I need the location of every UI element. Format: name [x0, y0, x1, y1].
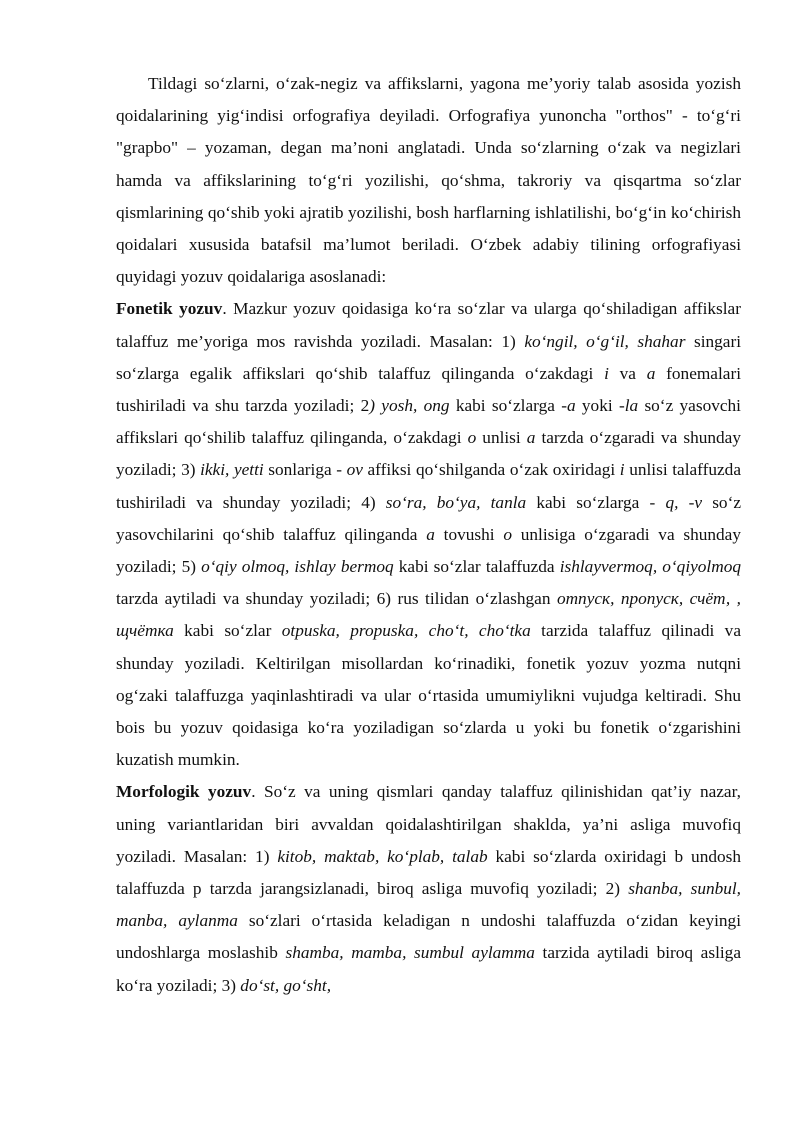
italic-example: so‘ra, bo‘ya, tanla [385, 492, 527, 512]
italic-example: a [526, 428, 536, 448]
italic-example: o [503, 524, 512, 544]
text-run: singari so‘zlarga egalik affikslari qo‘shib talaffuz qilinganda o‘zakdagi [116, 331, 741, 383]
text-run: so‘z yasovchilarini qo‘shib talaffuz qilinganda [116, 492, 741, 544]
bold-heading: Fonetik yozuv [116, 299, 223, 319]
text-run: Tildagi so‘zlarni, o‘zak-negiz va affikslarni, yagona me’yoriy talab asosida yozish qoidalarining yig‘indisi orfografiya deyiladi. Orfografiya yunoncha "orthos" - to‘g‘ri "grapbo" – yozaman, degan ma’noni anglatadi. Unda so‘zlarning o‘zak va negizlari hamda va affikslarining to‘g‘ri yozilishi, qo‘shma, takroriy va qisqartma so‘zlar qismlarining qo‘shib yoki ajratib yozilishi, bosh harflarning ishlatilishi, bo‘g‘in ko‘chirish qoidalari xususida batafsil ma’lumot beriladi. O‘zbek adabiy tilining orfografiyasi quyidagi yozuv qoidalariga asoslanadi: [116, 74, 741, 287]
text-run: unlisi talaffuzda tushiriladi va shunday yoziladi; 4) [116, 460, 741, 512]
italic-example: i [619, 460, 625, 480]
text-run: so‘z yasovchi affikslari qo‘shilib talaffuz qilinganda, o‘zakdagi [116, 396, 741, 448]
text-run: kabi so‘zlarga [449, 396, 562, 416]
italic-example: ishlayvermoq, o‘qiyolmoq [559, 557, 741, 577]
paragraph-3 [116, 776, 741, 1001]
italic-example: kitob, maktab, ko‘plab, talab [277, 846, 488, 866]
text-run: . Mazkur yozuv qoidasiga ko‘ra so‘zlar va ularga qo‘shiladigan affikslar talaffuz me’yoriga mos ravishda yoziladi. Masalan: 1) [116, 299, 741, 351]
paragraph-1 [116, 68, 741, 293]
italic-example: shamba, mamba, sumbul aylamma [285, 943, 535, 963]
italic-example: a [426, 524, 435, 544]
text-run: so‘zlari o‘rtasida keladigan n undoshi talaffuzda o‘zidan keyingi undoshlarga moslashib [116, 911, 741, 963]
bold-heading: Morfologik yozuv [116, 782, 252, 802]
italic-example: ikki, yetti [200, 460, 264, 480]
text-run: va [608, 363, 647, 383]
text-run: kabi so‘zlar [173, 621, 282, 641]
text-run: tarzda o‘zgaradi va shunday yoziladi; 3) [116, 428, 741, 480]
italic-example: -a [561, 396, 576, 416]
text-run: tarzda aytiladi va shunday yoziladi; 6) rus tilidan o‘zlashgan [116, 589, 557, 609]
italic-example: o [467, 428, 477, 448]
italic-example: shanba, sunbul, manba, aylanma [116, 879, 742, 931]
text-run: unlisiga o‘zgaradi va shunday yoziladi; 5) [116, 524, 741, 577]
paragraph-2 [116, 293, 741, 776]
text-run: kabi so‘zlarda oxiridagi b undosh talaffuzda p tarzda jarangsizlanadi, biroq asliga muvofiq yoziladi; 2) [116, 846, 741, 899]
italic-example: ko‘ngil, o‘g‘il, shahar [524, 331, 686, 351]
italic-example: i [604, 363, 609, 383]
text-run: tarzida talaffuz qilinadi va shunday yoziladi. Keltirilgan misollardan ko‘rinadiki, fonetik yozuv yozma nutqni og‘zaki talaffuzga yaqinlashtiradi va ular o‘rtasida umumiylikni vujudga keltiradi. Shu bois bu yozuv qoidasiga ko‘ra yoziladigan so‘zlarda u yoki bu fonetik o‘zgarishini kuzatish mumkin. [116, 621, 741, 770]
text-run: tovushi [434, 524, 504, 544]
text-run: tarzida aytiladi biroq asliga ko‘ra yoziladi; 3) [116, 943, 741, 995]
italic-example: ov [346, 460, 363, 480]
italic-example: do‘st, go‘sht, [240, 975, 332, 995]
text-run: kabi so‘zlar talaffuzda [393, 557, 560, 577]
text-run: kabi so‘zlarga - [526, 492, 666, 512]
italic-example: a [646, 363, 656, 383]
text-run: . So‘z va uning qismlari qanday talaffuz qilinishidan qat’iy nazar, uning variantlaridan biri avvaldan qoidalashtirilgan shaklda, ya’ni asliga muvofiq yoziladi. Masalan: 1) [116, 782, 741, 866]
text-run: yoki [575, 396, 619, 416]
italic-example: -la [618, 396, 639, 416]
text-run: affiksi qo‘shilganda o‘zak oxiridagi [362, 460, 620, 480]
text-run: sonlariga - [263, 460, 347, 480]
italic-example: o‘qiy olmoq, ishlay bermoq [201, 557, 394, 577]
document-page [116, 68, 741, 1002]
italic-example: q, -v [665, 492, 703, 512]
italic-example: отпуск, пропуск, счёт, , щчётка [116, 589, 741, 641]
italic-example: otpuska, propuska, cho‘t, cho‘tka [281, 621, 531, 641]
text-run: fonemalari tushiriladi va shu tarzda yoziladi; 2 [116, 363, 742, 416]
italic-example: ) yosh, ong [369, 396, 450, 416]
text-run: unlisi [476, 428, 527, 448]
